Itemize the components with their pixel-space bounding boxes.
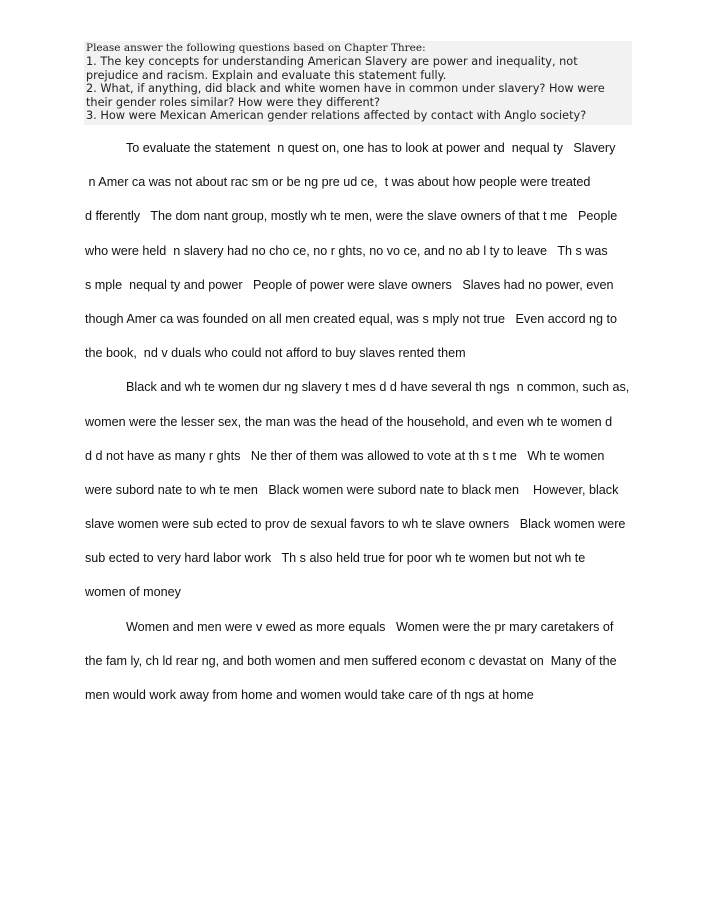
paragraph-2-line: women of money [85, 585, 181, 600]
paragraph-1-line: d fferently The dom nant group, mostly wh te men, were the slave owners of that t me People [85, 209, 618, 224]
paragraph-1-line: s mple nequal ty and power People of power were slave owners Slaves had no power, even [85, 277, 614, 292]
assignment-prompt [84, 41, 632, 125]
paragraph-2-line: were subord nate to wh te men Black women were subord nate to black men However, black [85, 482, 619, 497]
prompt-question-line: 3. How were Mexican American gender relations affected by contact with Anglo society? [86, 109, 587, 122]
paragraph-2-line: Black and wh te women dur ng slavery t mes d d have several th ngs n common, such as, [126, 380, 630, 395]
paragraph-3-line: Women and men were v ewed as more equals Women were the pr mary caretakers of [126, 619, 614, 634]
paragraph-1-line: the book, nd v duals who could not afford to buy slaves rented them [85, 346, 466, 361]
paragraph-1-line: n Amer ca was not about rac sm or be ng pre ud ce, t was about how people were treated [85, 175, 591, 190]
paragraph-1-line: though Amer ca was founded on all men created equal, was s mply not true Even accord ng to [85, 311, 618, 326]
paragraph-2-line: slave women were sub ected to prov de sexual favors to wh te slave owners Black women were [85, 517, 626, 532]
prompt-intro: Please answer the following questions based on Chapter Three: [86, 42, 426, 54]
prompt-question-line: 2. What, if anything, did black and white women have in common under slavery? How were [86, 82, 605, 95]
essay-body [85, 131, 635, 712]
paragraph-3-line: the fam ly, ch ld rear ng, and both women and men suffered econom c devastat on Many of the [85, 653, 617, 668]
paragraph-2-line: women were the lesser sex, the man was the head of the household, and even wh te women d [85, 414, 613, 429]
paragraph-2-line: sub ected to very hard labor work Th s also held true for poor wh te women but not wh te [85, 551, 586, 566]
prompt-question-line: prejudice and racism. Explain and evaluate this statement fully. [86, 68, 447, 82]
paragraph-1-line: To evaluate the statement n quest on, one has to look at power and nequal ty Slavery [126, 141, 616, 155]
paragraph-3-line: men would work away from home and women would take care of th ngs at home [85, 688, 534, 702]
prompt-question-line: their gender roles similar? How were they different? [86, 95, 381, 109]
prompt-question-line: 1. The key concepts for understanding American Slavery are power and inequality, not [86, 55, 578, 68]
paragraph-1-line: who were held n slavery had no cho ce, no r ghts, no vo ce, and no ab l ty to leave Th s was [85, 243, 608, 258]
paragraph-2-line: d d not have as many r ghts Ne ther of them was allowed to vote at th s t me Wh te women [85, 448, 605, 463]
